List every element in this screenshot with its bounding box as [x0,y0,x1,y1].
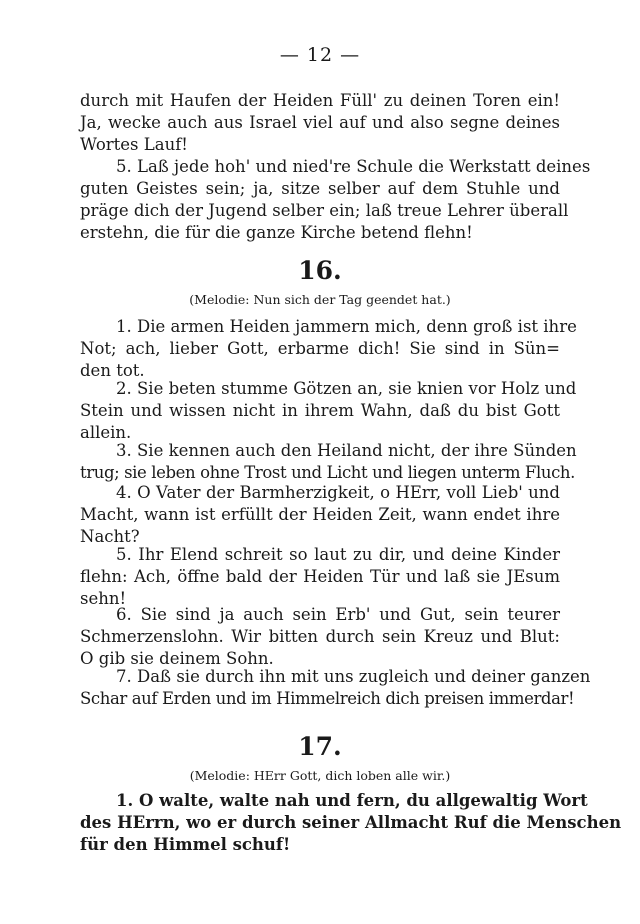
verse-line: 5. Ihr Elend schreit so laut zu dir, und deine Kinder [116,545,560,564]
verse-line: Ja, wecke auch aus Israel viel auf und also segne deines [80,113,560,132]
verse-5 [80,156,591,244]
verse-line: präge dich der Jugend selber ein; laß treue Lehrer überall [80,201,569,220]
verse-line: 1. Die armen Heiden jammern mich, denn groß ist ihre [116,317,577,336]
verse-line: sehn! [80,589,127,608]
hymn-16-verse-3 [80,440,577,484]
verse-line: Nacht? [80,527,140,546]
page-number: — 12 — [279,44,361,66]
verse-line: Stein und wissen nicht in ihrem Wahn, daß du bist Gott [80,401,560,420]
verse-continuation [80,90,560,156]
verse-line: 1. O walte, walte nah und fern, du allgewaltig Wort [116,791,588,810]
hymn-16-verse-6 [80,604,560,670]
verse-line: flehn: Ach, öffne bald der Heiden Tür und laß sie JEsum [80,567,560,586]
verse-line: 7. Daß sie durch ihn mit uns zugleich und deiner ganzen [116,667,591,686]
verse-line: Not; ach, lieber Gott, erbarme dich! Sie sind in Sün= [80,339,560,358]
hymn-16-verse-5 [80,544,560,610]
hymn-16-verse-4 [80,482,560,548]
verse-line: trug; sie leben ohne Trost und Licht und liegen unterm Fluch. [80,463,575,482]
verse-line: 6. Sie sind ja auch sein Erb' und Gut, sein teurer [116,605,560,624]
verse-line: O gib sie deinem Sohn. [80,649,274,668]
hymn-16-verse-7 [80,666,591,710]
verse-line: Macht, wann ist erfüllt der Heiden Zeit, wann endet ihre [80,505,560,524]
verse-line: 4. O Vater der Barmherzigkeit, o HErr, voll Lieb' und [116,483,560,502]
verse-line: für den Himmel schuf! [80,835,291,854]
verse-line: 2. Sie beten stumme Götzen an, sie knien vor Holz und [116,379,577,398]
verse-line: durch mit Haufen der Heiden Füll' zu deinen Toren ein! [80,91,560,110]
verse-line: des HErrn, wo er durch seiner Allmacht Ruf die Menschen [80,813,622,832]
verse-line: 5. Laß jede hoh' und nied're Schule die Werkstatt deines [116,157,591,176]
verse-line: den tot. [80,361,145,380]
hymn-17-number: 17. [298,732,342,761]
hymn-16-number: 16. [298,256,342,285]
verse-line: Schmerzenslohn. Wir bitten durch sein Kreuz und Blut: [80,627,560,646]
hymn-16-melody: (Melodie: Nun sich der Tag geendet hat.) [189,292,451,307]
verse-line: erstehn, die für die ganze Kirche betend flehn! [80,223,473,242]
verse-line: 3. Sie kennen auch den Heiland nicht, der ihre Sünden [116,441,577,460]
hymn-17-melody: (Melodie: HErr Gott, dich loben alle wir.) [189,768,451,783]
hymn-16-verse-1 [80,316,577,382]
verse-line: guten Geistes sein; ja, sitze selber auf dem Stuhle und [80,179,560,198]
hymn-17-verse-1 [80,790,622,856]
verse-line: Schar auf Erden und im Himmelreich dich preisen immerdar! [80,689,575,708]
verse-line: allein. [80,423,132,442]
hymn-16-verse-2 [80,378,577,444]
verse-line: Wortes Lauf! [80,135,188,154]
